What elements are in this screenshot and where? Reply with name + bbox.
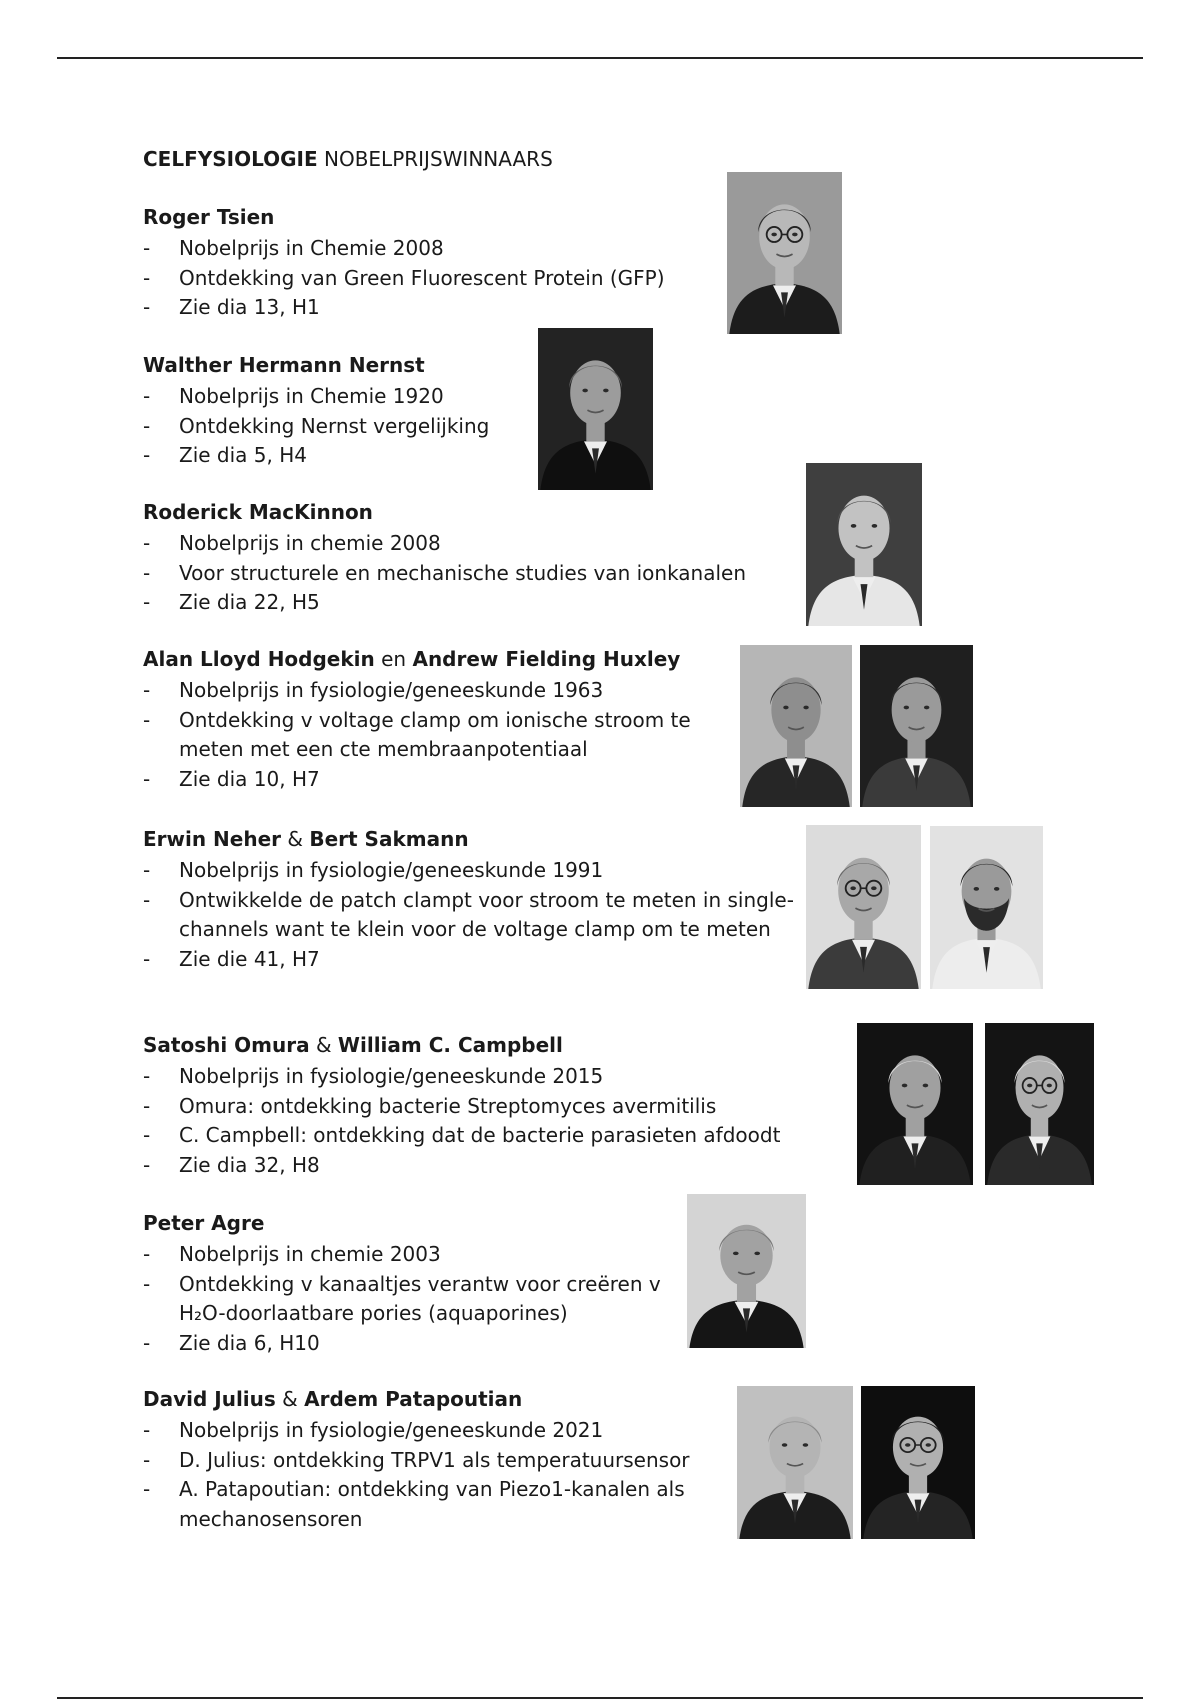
name-separator: & — [281, 827, 310, 851]
laureate-name: Alan Lloyd Hodgekin — [143, 647, 375, 671]
bottom-rule — [57, 1697, 1143, 1699]
bullet-list — [143, 1240, 683, 1358]
laureate-entry-peter-agre — [143, 1210, 683, 1358]
portrait-william-c-campbell — [985, 1023, 1094, 1185]
page-title-rest: NOBELPRIJSWINNAARS — [317, 147, 553, 171]
bullet-item: - Zie dia 6, H10 — [143, 1329, 683, 1359]
top-rule — [57, 57, 1143, 59]
bullet-list — [143, 1062, 843, 1180]
laureate-heading — [143, 204, 703, 230]
bullet-item: - Zie dia 13, H1 — [143, 293, 703, 323]
bullet-item: - Nobelprijs in fysiologie/geneeskunde 2021 — [143, 1416, 743, 1446]
laureate-heading — [143, 352, 523, 378]
bullet-list — [143, 382, 523, 471]
portrait-david-julius — [737, 1386, 853, 1539]
laureate-name: Ardem Patapoutian — [304, 1387, 523, 1411]
laureate-entry-alan-lloyd-hodgekin — [143, 646, 703, 794]
name-separator: en — [374, 647, 413, 671]
bullet-item: - Omura: ontdekking bacterie Streptomyces avermitilis — [143, 1092, 843, 1122]
laureate-heading — [143, 499, 803, 525]
laureate-entry-erwin-neher — [143, 826, 803, 974]
portrait-ardem-patapoutian — [861, 1386, 975, 1539]
bullet-item: - Ontdekking van Green Fluorescent Protein (GFP) — [143, 264, 703, 294]
bullet-item: - Zie dia 5, H4 — [143, 441, 523, 471]
laureate-entry-roger-tsien — [143, 204, 703, 323]
laureate-entry-walther-hermann-nernst — [143, 352, 523, 471]
laureate-name: Erwin Neher — [143, 827, 282, 851]
laureate-name: David Julius — [143, 1387, 276, 1411]
laureate-name: Bert Sakmann — [309, 827, 469, 851]
bullet-item: - Zie dia 32, H8 — [143, 1151, 843, 1181]
laureate-entry-satoshi-omura — [143, 1032, 843, 1180]
laureate-name: Roger Tsien — [143, 205, 275, 229]
portrait-satoshi-omura — [857, 1023, 973, 1185]
laureate-name: Walther Hermann Nernst — [143, 353, 425, 377]
bullet-item: - Nobelprijs in Chemie 1920 — [143, 382, 523, 412]
bullet-item: - D. Julius: ontdekking TRPV1 als temperatuursensor — [143, 1446, 743, 1476]
bullet-item: - Nobelprijs in chemie 2008 — [143, 529, 803, 559]
laureate-entry-roderick-mackinnon — [143, 499, 803, 618]
portrait-erwin-neher — [806, 825, 921, 989]
bullet-item: - Voor structurele en mechanische studies van ionkanalen — [143, 559, 803, 589]
portrait-peter-agre — [687, 1194, 806, 1348]
bullet-item: - Nobelprijs in chemie 2003 — [143, 1240, 683, 1270]
laureate-heading — [143, 1210, 683, 1236]
portrait-alan-lloyd-hodgekin — [740, 645, 852, 807]
bullet-item: - Nobelprijs in Chemie 2008 — [143, 234, 703, 264]
bullet-item: - Ontdekking v kanaaltjes verantw voor creëren v H₂O-doorlaatbare pories (aquaporines) — [143, 1270, 683, 1329]
bullet-item: - Zie dia 22, H5 — [143, 588, 803, 618]
bullet-list — [143, 1416, 743, 1534]
laureate-heading — [143, 1386, 743, 1412]
bullet-item: - Ontdekking Nernst vergelijking — [143, 412, 523, 442]
laureate-heading — [143, 646, 703, 672]
laureate-name: William C. Campbell — [337, 1033, 563, 1057]
bullet-item: - Ontwikkelde de patch clampt voor stroom te meten in single-channels want te klein voor de voltage clamp om te meten — [143, 886, 803, 945]
page-title-bold: CELFYSIOLOGIE — [143, 147, 318, 171]
bullet-item: - C. Campbell: ontdekking dat de bacterie parasieten afdoodt — [143, 1121, 843, 1151]
bullet-item: - Nobelprijs in fysiologie/geneeskunde 1991 — [143, 856, 803, 886]
name-separator: & — [275, 1387, 305, 1411]
bullet-item: - Nobelprijs in fysiologie/geneeskunde 1963 — [143, 676, 703, 706]
page-title — [143, 146, 553, 172]
bullet-list — [143, 529, 803, 618]
bullet-list — [143, 234, 703, 323]
bullet-item: - Zie dia 10, H7 — [143, 765, 703, 795]
laureate-name: Andrew Fielding Huxley — [412, 647, 681, 671]
laureate-name: Satoshi Omura — [143, 1033, 310, 1057]
laureate-name: Roderick MacKinnon — [143, 500, 373, 524]
portrait-walther-hermann-nernst — [538, 328, 653, 490]
portrait-andrew-fielding-huxley — [860, 645, 973, 807]
bullet-item: - Zie die 41, H7 — [143, 945, 803, 975]
bullet-item: - A. Patapoutian: ontdekking van Piezo1-kanalen als mechanosensoren — [143, 1475, 743, 1534]
laureate-heading — [143, 826, 803, 852]
bullet-item: - Ontdekking v voltage clamp om ionische stroom te meten met een cte membraanpotentiaal — [143, 706, 703, 765]
name-separator: & — [309, 1033, 338, 1057]
portrait-roderick-mackinnon — [806, 463, 922, 626]
portrait-bert-sakmann — [930, 826, 1043, 989]
bullet-list — [143, 676, 703, 794]
laureate-entry-david-julius — [143, 1386, 743, 1534]
laureate-heading — [143, 1032, 843, 1058]
bullet-item: - Nobelprijs in fysiologie/geneeskunde 2015 — [143, 1062, 843, 1092]
portrait-roger-tsien — [727, 172, 842, 334]
laureate-name: Peter Agre — [143, 1211, 265, 1235]
bullet-list — [143, 856, 803, 974]
